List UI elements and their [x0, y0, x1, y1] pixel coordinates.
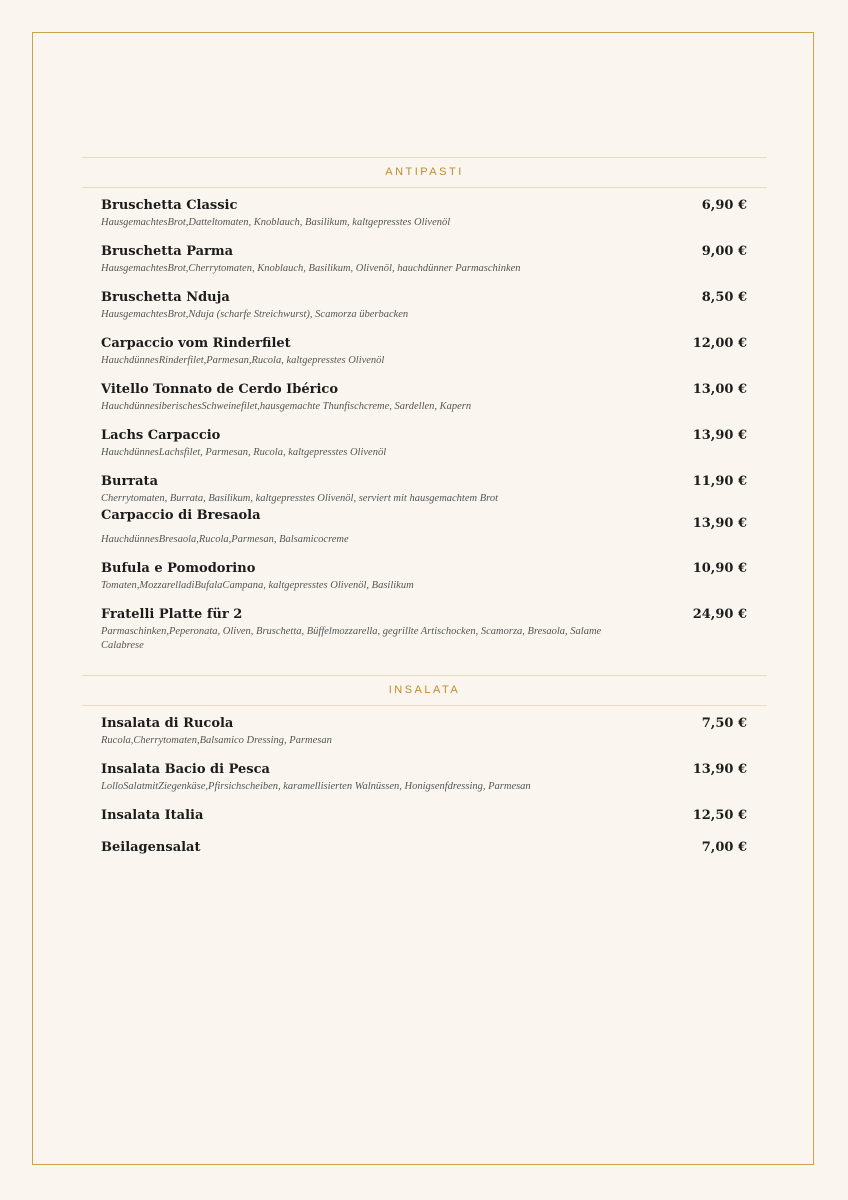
item-name: Bufula e Pomodorino — [101, 561, 256, 576]
item-description: Parmaschinken,Peperonata, Oliven, Bruschetta, Büffelmozzarella, gegrillte Artischocken, Scamorza, Bresaola, Salame Calabrese — [101, 626, 602, 651]
antipasti-list — [82, 188, 767, 653]
menu-item — [101, 382, 747, 414]
item-name: Insalata Italia — [101, 808, 204, 823]
item-description: Rucola,Cherrytomaten,Balsamico Dressing, Parmesan — [101, 735, 332, 746]
item-description: HauchdünnesBresaola,Rucola,Parmesan, Balsamicocreme — [101, 534, 349, 545]
section-header-antipasti: ANTIPASTI — [82, 157, 767, 188]
item-name: Insalata di Rucola — [101, 716, 234, 731]
item-price: 12,00 € — [692, 336, 747, 351]
item-name: Burrata — [101, 474, 158, 489]
menu-item — [101, 607, 747, 653]
item-price: 7,50 € — [701, 716, 747, 731]
menu-item — [101, 716, 747, 748]
item-name: Carpaccio vom Rinderfilet — [101, 336, 291, 351]
item-price: 13,00 € — [692, 382, 747, 397]
item-price: 13,90 € — [692, 516, 747, 531]
menu-item — [101, 474, 747, 506]
menu-item — [101, 290, 747, 322]
item-name: Fratelli Platte für 2 — [101, 607, 243, 622]
item-description: Cherrytomaten, Burrata, Basilikum, kaltgepresstes Olivenöl, serviert mit hausgemachtem Brot — [101, 493, 498, 504]
menu-item — [101, 244, 747, 276]
item-name: Bruschetta Classic — [101, 198, 238, 213]
item-description: HauchdünnesRinderfilet,Parmesan,Rucola, kaltgepresstes Olivenöl — [101, 355, 385, 366]
menu-item — [101, 840, 747, 858]
section-gap — [82, 667, 767, 675]
item-name: Bruschetta Parma — [101, 244, 234, 259]
item-price: 7,00 € — [701, 840, 747, 855]
item-price: 8,50 € — [701, 290, 747, 305]
insalata-list — [82, 706, 767, 858]
item-name: Bruschetta Nduja — [101, 290, 230, 305]
item-price: 24,90 € — [692, 607, 747, 622]
item-name: Carpaccio di Bresaola — [101, 508, 261, 523]
item-name: Vitello Tonnato de Cerdo Ibérico — [101, 382, 338, 397]
item-description: HausgemachtesBrot,Datteltomaten, Knoblauch, Basilikum, kaltgepresstes Olivenöl — [101, 217, 451, 228]
item-price: 11,90 € — [692, 474, 747, 489]
item-price: 13,90 € — [692, 762, 747, 777]
item-price: 9,00 € — [701, 244, 747, 259]
menu-item — [101, 336, 747, 368]
item-description: HauchdünnesLachsfilet, Parmesan, Rucola, kaltgepresstes Olivenöl — [101, 447, 387, 458]
menu-content — [82, 157, 767, 872]
item-price: 10,90 € — [692, 561, 747, 576]
menu-item — [101, 808, 747, 826]
item-description: LolloSalatmitZiegenkäse,Pfirsichscheiben, karamellisierten Walnüssen, Honigsenfdressing, Parmesan — [101, 781, 531, 792]
menu-item — [101, 428, 747, 460]
item-price: 6,90 € — [701, 198, 747, 213]
item-name: Lachs Carpaccio — [101, 428, 221, 443]
menu-item — [101, 198, 747, 230]
menu-item — [101, 508, 747, 547]
item-name: Insalata Bacio di Pesca — [101, 762, 270, 777]
item-description: HausgemachtesBrot,Nduja (scharfe Streichwurst), Scamorza überbacken — [101, 309, 409, 320]
menu-item — [101, 561, 747, 593]
section-header-insalata: INSALATA — [82, 675, 767, 706]
item-price: 12,50 € — [692, 808, 747, 823]
item-description: Tomaten,MozzarelladiBufalaCampana, kaltgepresstes Olivenöl, Basilikum — [101, 580, 414, 591]
item-price: 13,90 € — [692, 428, 747, 443]
menu-item — [101, 762, 747, 794]
item-description: HauchdünnesiberischesSchweinefilet,hausgemachte Thunfischcreme, Sardellen, Kapern — [101, 401, 472, 412]
item-name: Beilagensalat — [101, 840, 201, 855]
item-description: HausgemachtesBrot,Cherrytomaten, Knoblauch, Basilikum, Olivenöl, hauchdünner Parmaschinken — [101, 263, 521, 274]
